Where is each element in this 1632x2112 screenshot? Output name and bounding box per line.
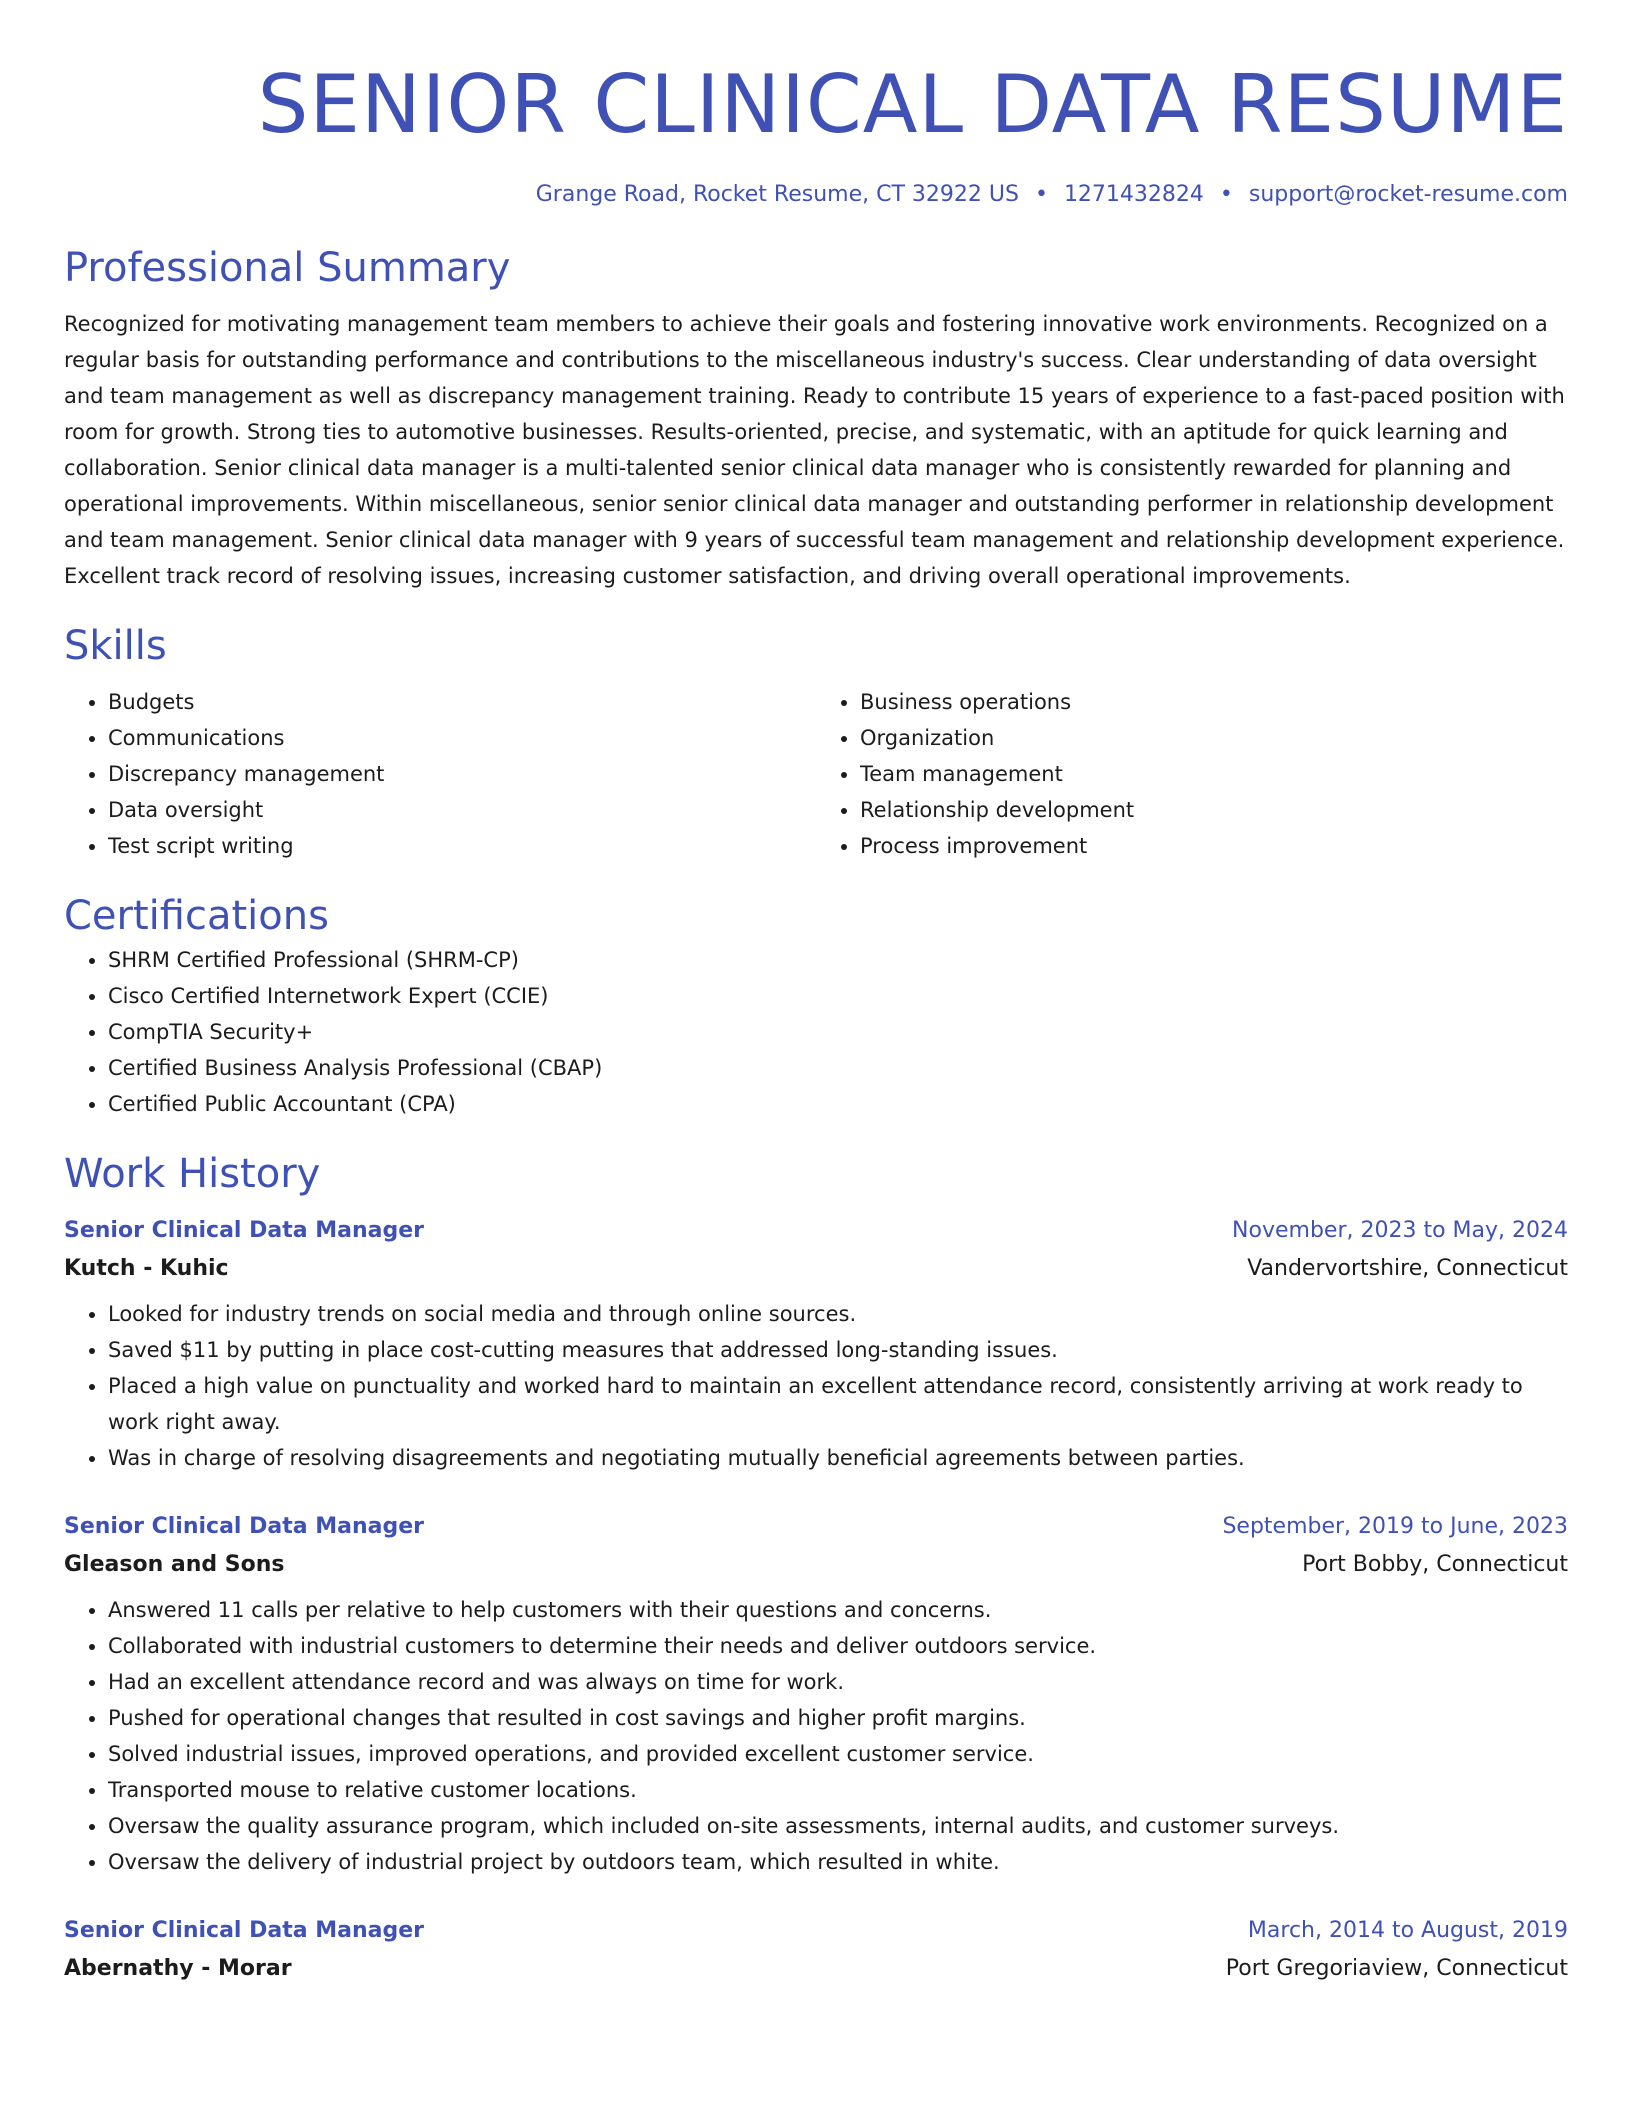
job-entry	[64, 1212, 1568, 1476]
job-company-row	[64, 1546, 1568, 1584]
work-history-heading: Work History	[64, 1151, 321, 1197]
skill-item: • Business operations	[860, 684, 1568, 720]
contact-address: Grange Road, Rocket Resume, CT 32922 US	[535, 182, 1019, 207]
job-header-row	[64, 1212, 1568, 1250]
skill-item: • Organization	[860, 720, 1568, 756]
contact-separator: •	[1034, 182, 1048, 207]
job-dates: November, 2023 to May, 2024	[1232, 1218, 1568, 1243]
job-bullet: • Placed a high value on punctuality and worked hard to maintain an excellent attendance record, consistently arriving at work ready to work right away.	[108, 1368, 1568, 1440]
job-bullet: • Solved industrial issues, improved operations, and provided excellent customer service.	[108, 1736, 1568, 1772]
resume-title: SENIOR CLINICAL DATA RESUME	[257, 58, 1568, 151]
skill-item: • Relationship development	[860, 792, 1568, 828]
job-bullet: • Oversaw the delivery of industrial project by outdoors team, which resulted in white.	[108, 1844, 1568, 1880]
job-bullet: • Answered 11 calls per relative to help customers with their questions and concerns.	[108, 1592, 1568, 1628]
skills-heading: Skills	[64, 623, 167, 669]
job-company: Kutch - Kuhic	[64, 1256, 229, 1281]
job-location: Port Gregoriaview, Connecticut	[1225, 1956, 1568, 1981]
skill-item: • Budgets	[108, 684, 816, 720]
summary-heading: Professional Summary	[64, 245, 511, 291]
job-role: Senior Clinical Data Manager	[64, 1514, 425, 1539]
job-bullet: • Oversaw the quality assurance program, which included on-site assessments, internal audits, and customer surveys.	[108, 1808, 1568, 1844]
skill-item: • Communications	[108, 720, 816, 756]
skills-columns	[64, 684, 1568, 864]
job-role: Senior Clinical Data Manager	[64, 1218, 425, 1243]
summary-text: Recognized for motivating management team members to achieve their goals and fostering innovative work environments. Recognized on a regular basis for outstanding performance and contributions to the miscellaneous industry's success. Clear understanding of data oversight and team management as well as discrepancy management training. Ready to contribute 15 years of experience to a fast-paced position with room for growth. Strong ties to automotive businesses. Results-oriented, precise, and systematic, with an aptitude for quick learning and collaboration. Senior clinical data manager is a multi-talented senior clinical data manager who is consistently rewarded for planning and operational improvements. Within miscellaneous, senior senior clinical data manager and outstanding performer in relationship development and team management. Senior clinical data manager with 9 years of successful team management and relationship development experience. Excellent track record of resolving issues, increasing customer satisfaction, and driving overall operational improvements.	[64, 312, 1565, 588]
certifications-heading: Certifications	[64, 893, 329, 939]
job-bullets	[64, 1592, 1568, 1880]
contact-phone: 1271432824	[1063, 182, 1204, 207]
job-company-row	[64, 1950, 1568, 1988]
skill-item: • Data oversight	[108, 792, 816, 828]
certification-item: • Certified Business Analysis Professional (CBAP)	[108, 1050, 1568, 1086]
job-company: Gleason and Sons	[64, 1552, 285, 1577]
certification-item: • CompTIA Security+	[108, 1014, 1568, 1050]
job-bullet: • Had an excellent attendance record and was always on time for work.	[108, 1664, 1568, 1700]
contact-separator: •	[1219, 182, 1233, 207]
job-company: Abernathy - Morar	[64, 1956, 292, 1981]
job-bullet: • Collaborated with industrial customers to determine their needs and deliver outdoors service.	[108, 1628, 1568, 1664]
skill-item: • Discrepancy management	[108, 756, 816, 792]
job-bullet: • Saved $11 by putting in place cost-cutting measures that addressed long-standing issues.	[108, 1332, 1568, 1368]
certification-item: • Cisco Certified Internetwork Expert (CCIE)	[108, 978, 1568, 1014]
job-dates: September, 2019 to June, 2023	[1222, 1514, 1568, 1539]
certification-item: • SHRM Certified Professional (SHRM-CP)	[108, 942, 1568, 978]
job-location: Vandervortshire, Connecticut	[1247, 1256, 1568, 1281]
skills-list-left	[64, 684, 816, 864]
job-location: Port Bobby, Connecticut	[1302, 1552, 1568, 1577]
job-entry	[64, 1912, 1568, 1988]
contact-line	[64, 180, 1568, 210]
job-header-row	[64, 1912, 1568, 1950]
job-header-row	[64, 1508, 1568, 1546]
job-bullets	[64, 1296, 1568, 1476]
certifications-list	[64, 942, 1568, 1122]
job-company-row	[64, 1250, 1568, 1288]
skill-item: • Team management	[860, 756, 1568, 792]
certification-item: • Certified Public Accountant (CPA)	[108, 1086, 1568, 1122]
job-entry	[64, 1508, 1568, 1880]
job-bullet: • Was in charge of resolving disagreements and negotiating mutually beneficial agreements between parties.	[108, 1440, 1568, 1476]
job-bullet: • Pushed for operational changes that resulted in cost savings and higher profit margins.	[108, 1700, 1568, 1736]
job-bullet: • Looked for industry trends on social media and through online sources.	[108, 1296, 1568, 1332]
skill-item: • Test script writing	[108, 828, 816, 864]
job-role: Senior Clinical Data Manager	[64, 1918, 425, 1943]
contact-email: support@rocket-resume.com	[1248, 182, 1568, 207]
skill-item: • Process improvement	[860, 828, 1568, 864]
skills-list-right	[816, 684, 1568, 864]
job-bullet: • Transported mouse to relative customer locations.	[108, 1772, 1568, 1808]
job-dates: March, 2014 to August, 2019	[1247, 1918, 1568, 1943]
